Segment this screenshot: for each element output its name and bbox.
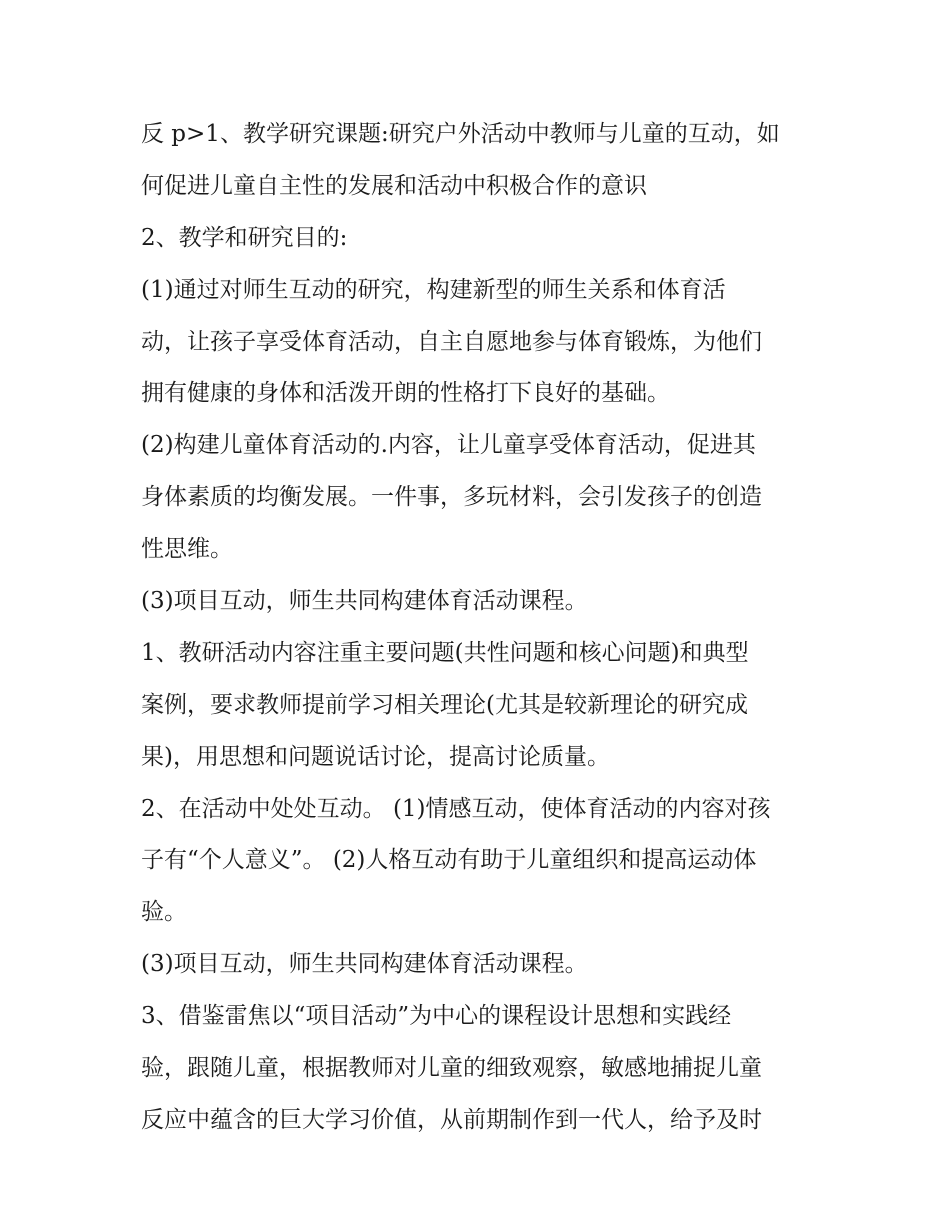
text-line: 动，让孩子享受体育活动，自主自愿地参与体育锻炼，为他们 — [141, 328, 762, 355]
text-line: 验，跟随儿童，根据教师对儿童的细致观察，敏感地捕捉儿童 — [141, 1055, 762, 1082]
text-line: 3、借鉴雷焦以“项目活动”为中心的课程设计思想和实践经 — [141, 1003, 732, 1030]
text-line: 拥有健康的身体和活泼开朗的性格打下良好的基础。 — [141, 380, 670, 407]
text-line: 验。 — [141, 899, 187, 926]
text-line: (3)项目互动，师生共同构建体育活动课程。 — [141, 588, 588, 615]
text-line: 1、教研活动内容注重主要问题(共性问题和核心问题)和典型 — [141, 639, 749, 666]
text-line: 2、在活动中处处互动。 (1)情感互动，使体育活动的内容对孩 — [141, 795, 771, 822]
document-body — [141, 109, 813, 1147]
text-line: 子有“个人意义”。 (2)人格互动有助于儿童组织和提高运动体 — [141, 847, 757, 874]
text-line: (1)通过对师生互动的研究，构建新型的师生关系和体育活 — [141, 276, 726, 303]
text-line: 果)，用思想和问题说话讨论，提高讨论质量。 — [141, 743, 610, 770]
text-line: 案例，要求教师提前学习相关理论(尤其是较新理论的研究成 — [141, 691, 748, 718]
text-line: 性思维。 — [141, 536, 233, 563]
text-line: (2)构建儿童体育活动的.内容，让儿童享受体育活动，促进其 — [141, 432, 756, 459]
text-line: 身体素质的均衡发展。一件事，多玩材料，会引发孩子的创造 — [141, 484, 762, 511]
text-line: 反应中蕴含的巨大学习价值，从前期制作到一代人，给予及时 — [141, 1106, 762, 1133]
text-line: 2、教学和研究目的: — [141, 224, 348, 251]
text-line: 反 p>1、教学研究课题:研究户外活动中教师与儿童的互动，如 — [141, 121, 780, 147]
text-line: 何促进儿童自主性的发展和活动中积极合作的意识 — [141, 172, 647, 199]
text-line: (3)项目互动，师生共同构建体育活动课程。 — [141, 951, 588, 978]
